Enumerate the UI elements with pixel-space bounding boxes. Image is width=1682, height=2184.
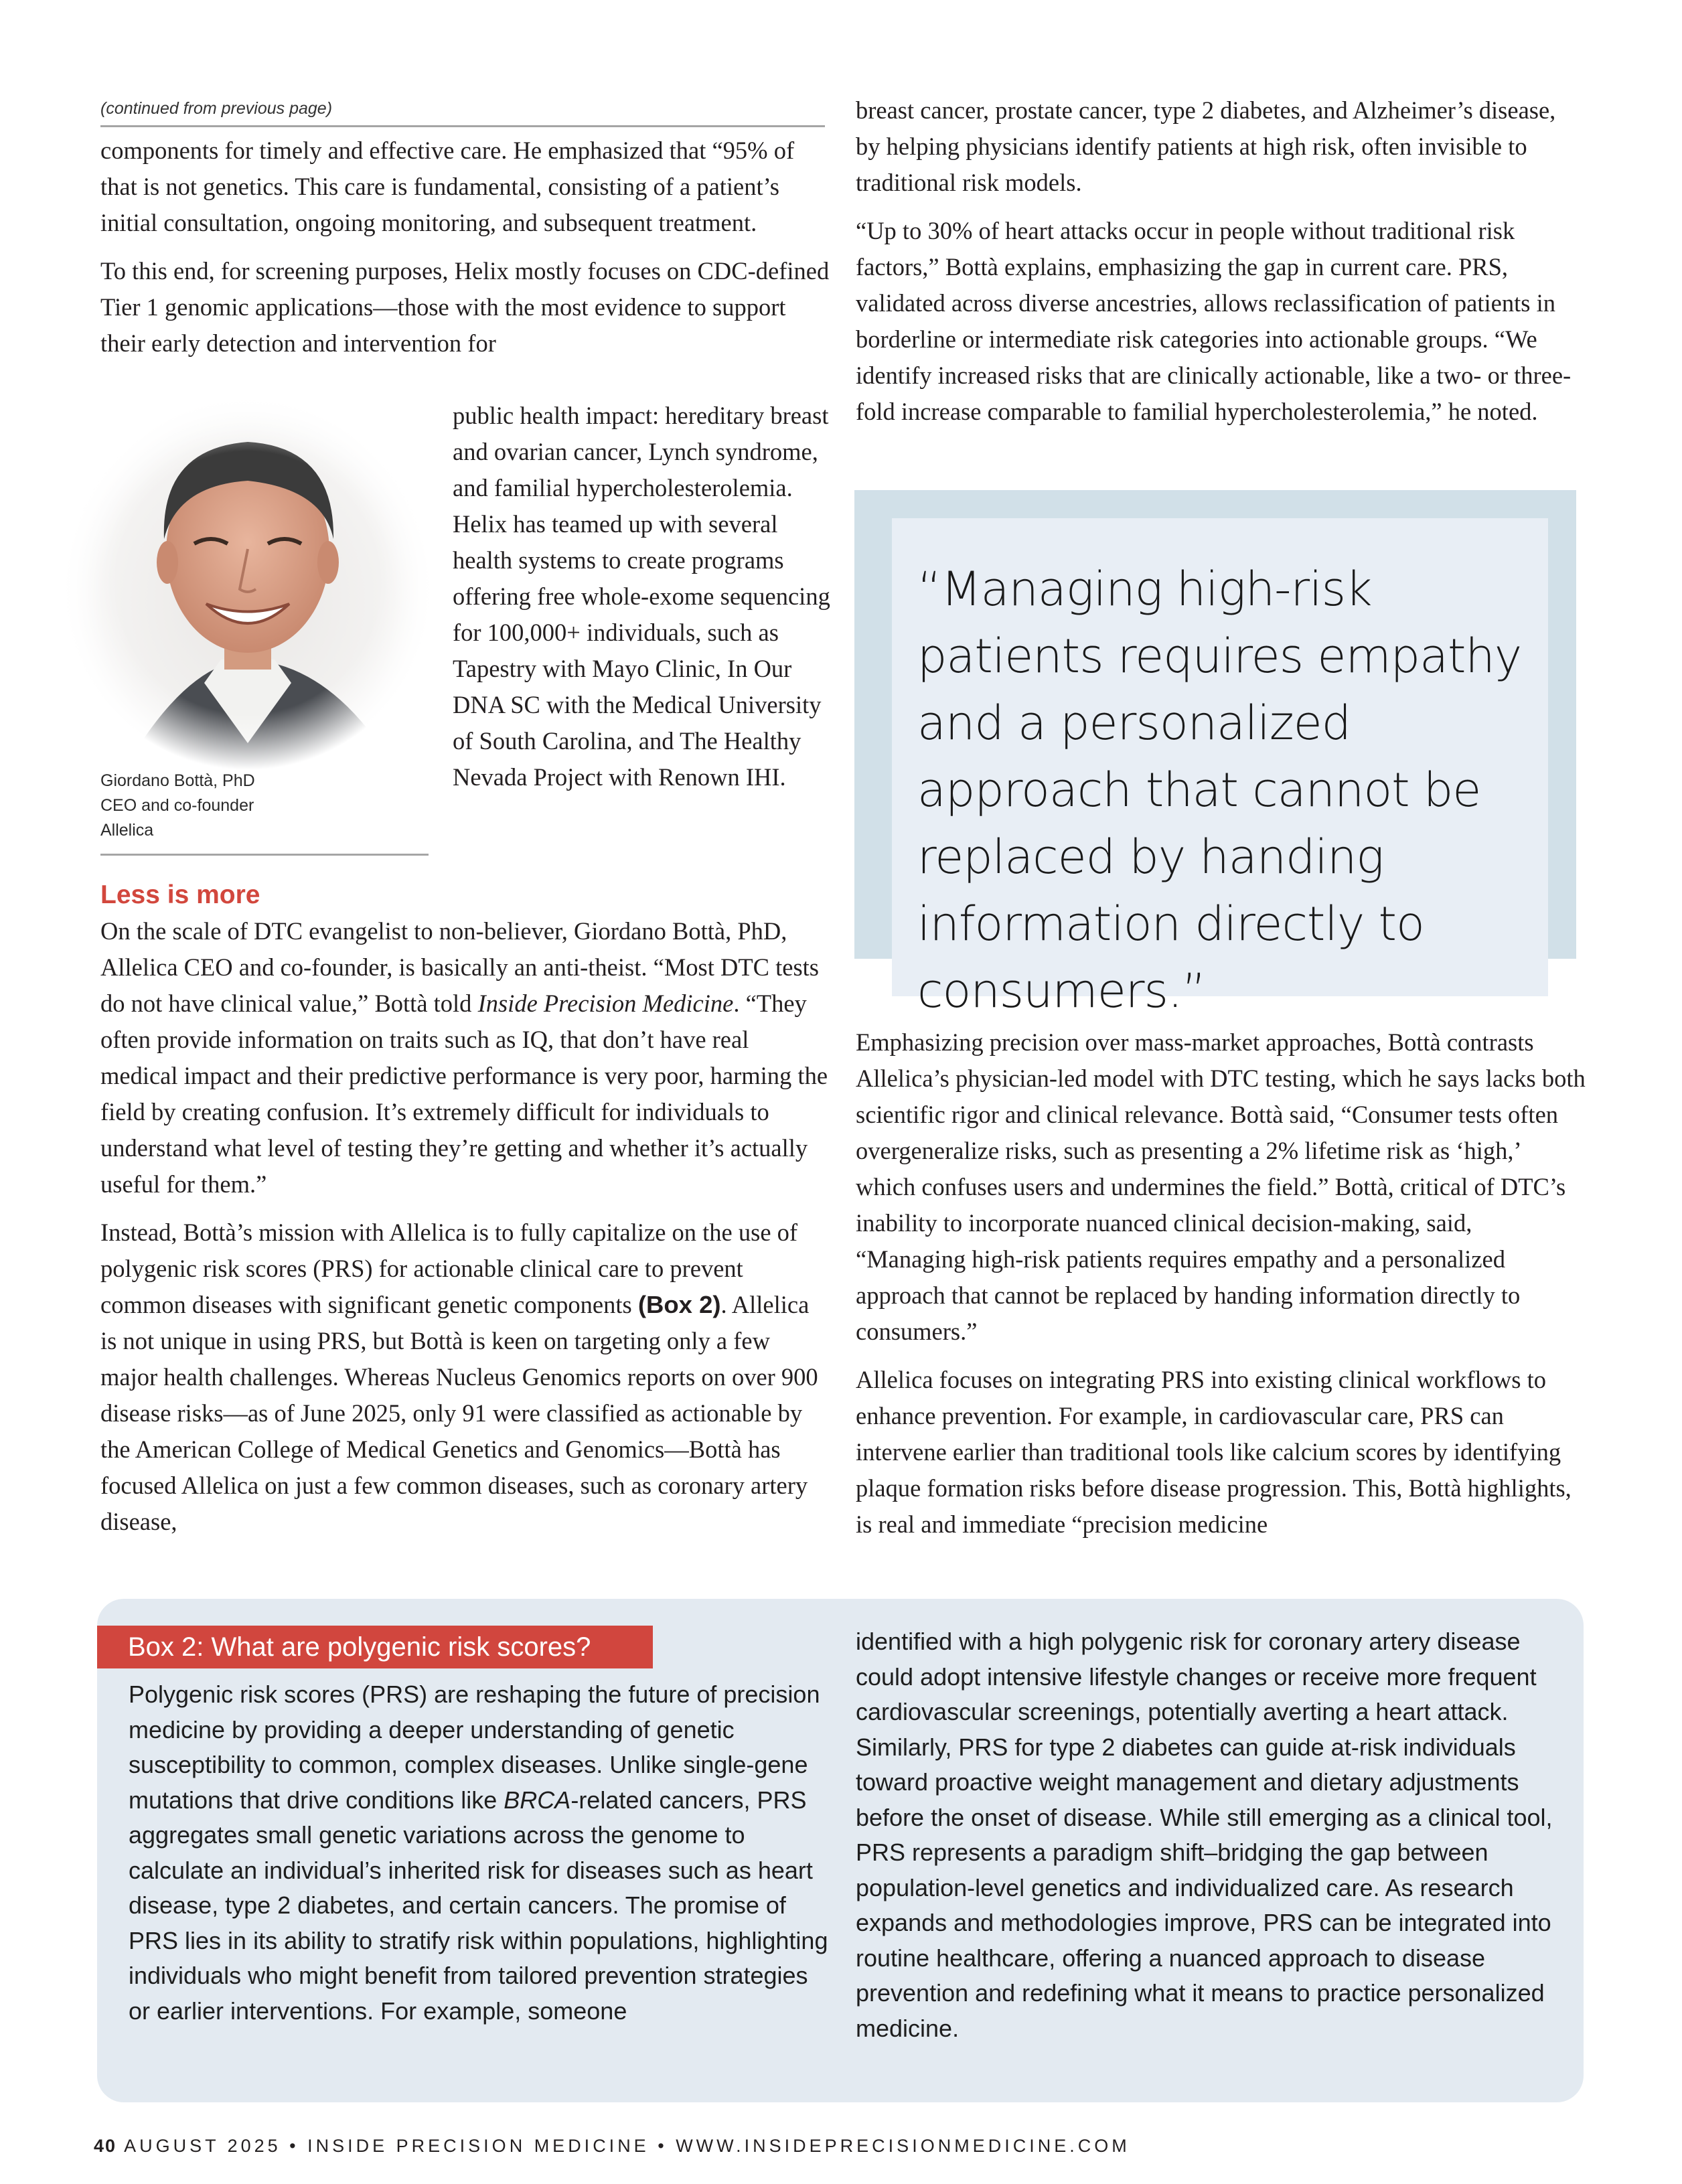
paragraph: public health impact: hereditary breast and ovarian cancer, Lynch syndrome, and familial hypercholesterolemia. Helix has teamed up with several health systems to create programs offering free whole-exome sequencing for 100,000+ individuals, such as Tapestry with Mayo Clinic, In Our DNA SC with the Medical University of South Carolina, and The Healthy Nevada Project with Renown IHI. [453,402,830,791]
continued-note: (continued from previous page) [100,99,825,127]
text: . Allelica is not unique in using PRS, but Bottà is keen on targeting only a few major health challenges. Whereas Nucleus Genomics reports on over 900 disease risks—as of June 2025, only 91 were classified as actionable by the American College of Medical Genetics and Genomics—Bottà has focused Allelica on just a few common diseases, such as coronary artery disease, [100,1291,818,1535]
box-reference-link[interactable]: (Box 2) [637,1291,721,1318]
left-column-wrap-text [453,398,834,807]
separator: • [289,2136,299,2156]
pull-quote-text: “Managing high-risk patients requires empathy and a personalized approach that cannot be replaced by handing information directly to consumers.” [917,562,1522,1018]
text: -related cancers, PRS aggregates small genetic variations across the genome to calculate an individual’s inherited risk for diseases such as heart disease, type 2 diabetes, and certain cancers. The promise of PRS lies in its ability to stratify risk within populations, highlighting individuals who might benefit from tailored prevention strategies or earlier interventions. For example, someone [129,1786,828,2025]
text: On the scale of DTC evangelist to non-believer, Giordano Bottà, PhD, Allelica CEO and co-founder, is basically an anti-theist. “Most DTC tests do not have clinical value,” Bottà told [100,917,820,1017]
text: . “They often provide information on traits such as IQ, that don’t have real medical impact and their predictive performance is very poor, harming the field by creating confusion. It’s extremely difficult for individuals to understand what level of testing they’re getting and whether it’s actually useful for them.” [100,990,828,1198]
left-column-intro [100,133,830,374]
publication-name: Inside Precision Medicine [477,990,734,1017]
issue-date: AUGUST 2025 [124,2136,281,2156]
publication-name: INSIDE PRECISION MEDICINE [307,2136,649,2156]
paragraph: To this end, for screening purposes, Helix mostly focuses on CDC-defined Tier 1 genomic applications—those with the most evidence to support their early detection and intervention for [100,257,830,357]
photo-caption [100,769,429,856]
page-number: 40 [94,2136,117,2156]
page-footer [94,2136,1130,2157]
website-link[interactable]: WWW.INSIDEPRECISIONMEDICINE.COM [676,2136,1130,2156]
paragraph: components for timely and effective care. He emphasized that “95% of that is not genetics. This care is fundamental, consisting of a patient’s initial consultation, ongoing monitoring, and subsequent treatment. [100,137,795,236]
section-heading: Less is more [100,880,260,909]
paragraph: Emphasizing precision over mass-market approaches, Bottà contrasts Allelica’s physician-led model with DTC testing, which he says lacks both scientific rigor and clinical relevance. Bottà said, “Consumer tests often overgeneralize risks, such as presenting a 2% lifetime risk as ‘high,’ which confuses users and undermines the field.” Bottà, critical of DTC’s inability to incorporate nuanced clinical decision-making, said, “Managing high-risk patients requires empathy and a personalized approach that cannot be replaced by handing information directly to consumers.” [856,1028,1586,1345]
section-less-is-more [100,877,830,1552]
right-column-bottom [856,1024,1586,1555]
caption-company: Allelica [100,821,154,840]
box-right-column: identified with a high polygenic risk for coronary artery disease could adopt intensive lifestyle changes or receive more frequent cardiovascular screenings, potentially averting a heart attack. Similarly, PRS for type 2 diabetes can guide at-risk individuals toward proactive weight management and dietary adjustments before the onset of disease. While still emerging as a clinical tool, PRS represents a paradigm shift–bridging the gap between population-level genetics and individualized care. As research expands and methodologies improve, PRS can be integrated into routine healthcare, offering a nuanced approach to disease prevention and redefining what it means to practice personalized medicine. [856,1628,1553,2042]
right-column-top [856,92,1586,442]
box-title: Box 2: What are polygenic risk scores? [97,1626,653,1668]
paragraph [100,913,830,1202]
caption-title: CEO and co-founder [100,796,254,815]
paragraph: breast cancer, prostate cancer, type 2 diabetes, and Alzheimer’s disease, by helping physicians identify patients at high risk, often invisible to traditional risk models. [856,96,1556,196]
paragraph: Allelica focuses on integrating PRS into existing clinical workflows to enhance prevention. For example, in cardiovascular care, PRS can intervene earlier than traditional tools like calcium scores by identifying plaque formation risks before disease progression. This, Bottà highlights, is real and immediate “precision medicine [856,1366,1572,1538]
paragraph [100,1215,830,1540]
text: Polygenic risk scores (PRS) are reshaping the future of precision medicine by providing a deeper understanding of genetic susceptibility to common, complex diseases. Unlike single-gene mutations that drive conditions like [129,1681,820,1814]
text: Instead, Bottà’s mission with Allelica is to fully capitalize on the use of polygenic risk scores (PRS) for actionable clinical care to prevent common diseases with significant genetic components [100,1219,798,1318]
box-left-column [129,1677,832,2029]
separator: • [658,2136,668,2156]
paragraph: “Up to 30% of heart attacks occur in people without traditional risk factors,” Bottà explains, emphasizing the gap in current care. PRS, validated across diverse ancestries, allows reclassification of patients in borderline or intermediate risk categories into actionable groups. “We identify increased risks that are clinically actionable, like a two- or three-fold increase comparable to familial hypercholesterolemia,” he noted. [856,217,1572,425]
portrait-photo-icon [60,395,435,770]
portrait-photo [60,395,435,770]
caption-name: Giordano Bottà, PhD [100,771,255,790]
gene-name: BRCA [504,1786,571,1814]
